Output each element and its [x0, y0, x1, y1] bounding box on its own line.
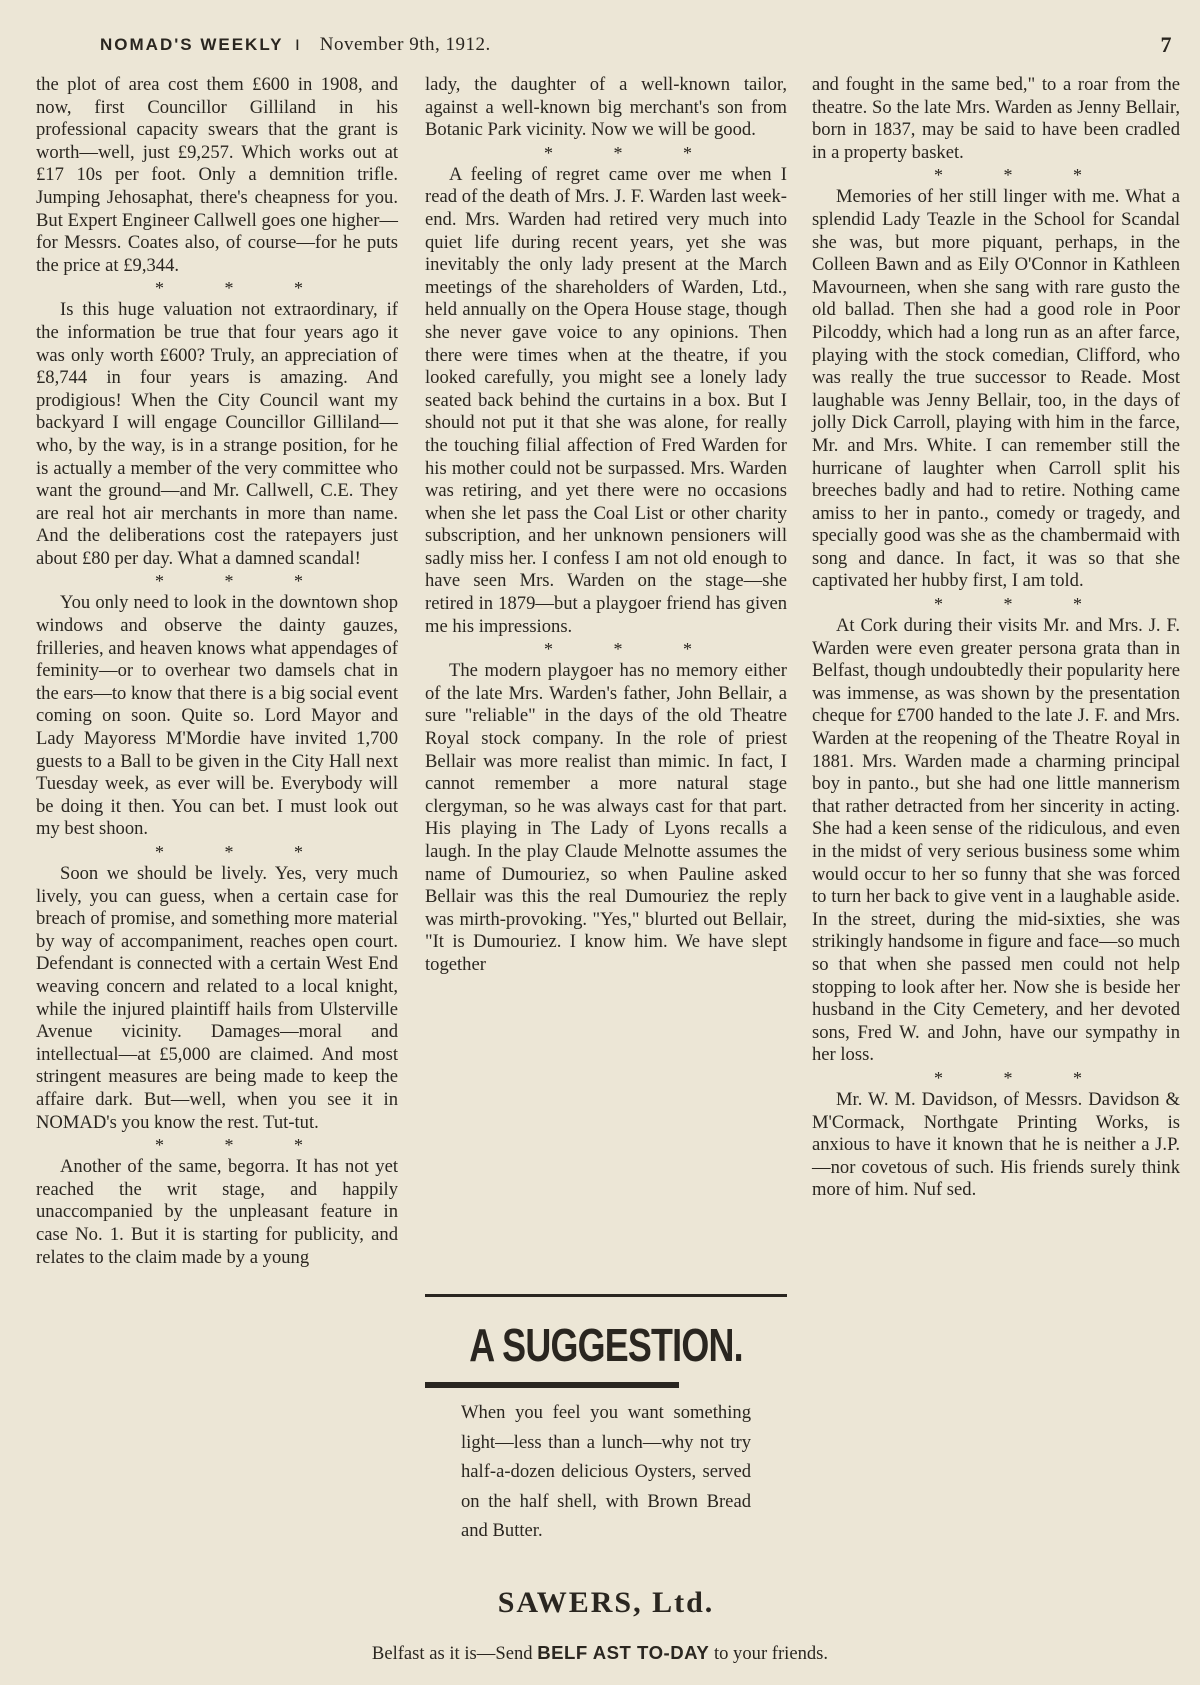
section-divider: * * *	[544, 142, 720, 163]
article-paragraph: the plot of area cost them £600 in 1908, and now, first Councillor Gilliland in his professional capacity swears that the grant is worth—well, just £9,257. Which works out at £17 10s per foot. Only a demnition trifle. Jumping Jehosaphat, there's cheapness for you. But Expert Engineer Callwell goes one higher—for Messrs. Coates also, of course—for he puts the price at £9,344.	[36, 74, 398, 276]
article-paragraph: A feeling of regret came over me when I read of the death of Mrs. J. F. Warden last week-end. Mrs. Warden had retired very much into quiet life during recent years, yet she was inevitably the only lady present at the March meetings of the shareholders of Warden, Ltd., held annually on the Opera House stage, though she never gave voice to any opinions. Then there were times when at the theatre, if you looked carefully, you might see a lonely lady seated back behind the curtains in a box. But I should not put it that she was alone, for really the touching filial affection of Fred Warden for his mother could not be surpassed. Mrs. Warden was retiring, and yet there were no occasions when she let pass the Coal List or other charity subscription, and her unknown pensioners will sadly miss her. I confess I am not old enough to have seen Mrs. Warden on the stage—she retired in 1879—but a playgoer friend has given me his impressions.	[425, 163, 787, 637]
issue-date: November 9th, 1912.	[319, 34, 491, 55]
section-divider: * * *	[934, 1067, 1110, 1088]
footer-title: BELF AST TO-DAY	[537, 1642, 710, 1663]
footer-suffix: to your friends.	[709, 1643, 829, 1664]
ad-heading-rule	[425, 1382, 679, 1388]
article-paragraph: Soon we should be lively. Yes, very much lively, you can guess, when a certain case for breach of promise, and something more material by way of accompaniment, reaches open court. Defendant is connected with a certain West End weaving concern and related to a local knight, while the injured plaintiff hails from Ulsterville Avenue vicinity. Damages—moral and intellectual—at £5,000 are claimed. And most stringent measures are being made to keep the affaire dark. But—well, when you see it in NOMAD's you know the rest. Tut-tut.	[36, 863, 398, 1133]
column-2	[425, 74, 787, 977]
page-footer	[0, 1642, 1200, 1665]
paper-name: NOMAD'S WEEKLY	[100, 35, 284, 54]
section-divider: * * *	[544, 639, 720, 660]
section-divider: * * *	[934, 594, 1110, 615]
article-paragraph: lady, the daughter of a well-known tailor, against a well-known big merchant's son from Botanic Park vicinity. Now we will be good.	[425, 74, 787, 141]
masthead	[100, 34, 1172, 58]
section-divider: * * *	[155, 1135, 331, 1156]
sawers-advertisement	[425, 1290, 787, 1620]
masthead-separator: ı	[294, 34, 301, 55]
ad-heading: A SUGGESTION.	[469, 1319, 743, 1371]
section-divider: * * *	[155, 842, 331, 862]
article-paragraph: Is this huge valuation not extraordinary, if the information be true that four years ago it was only worth £600? Truly, an appreciation of £8,744 in four years is amazing. And prodigious! When the City Council want my backyard I will engage Councillor Gilliland—who, by the way, is in a strange position, for he is actually a member of the very committee who want the ground—and Mr. Callwell, C.E. They are real hot air merchants in more than name. And the deliberations cost the ratepayers just about £80 per day. What a damned scandal!	[36, 299, 398, 569]
section-divider: * * *	[155, 571, 331, 592]
article-paragraph: Another of the same, begorra. It has not yet reached the writ stage, and happily unaccompanied by the unpleasant feature in case No. 1. But it is starting for publicity, and relates to the claim made by a young	[36, 1156, 398, 1268]
section-divider: * * *	[155, 278, 331, 299]
article-paragraph: The modern playgoer has no memory either of the late Mrs. Warden's father, John Bellair, a sure "reliable" in the days of the old Theatre Royal stock company. In the role of priest Bellair was more realist than mimic. In fact, I cannot remember a more natural stage clergyman, so he was always cast for that part. His playing in The Lady of Lyons recalls a laugh. In the play Claude Melnotte assumes the name of Dumouriez, so when Pauline asked Bellair was this the real Dumouriez the reply was mirth-provoking. "Yes," blurted out Bellair, "It is Dumouriez. I know him. We have slept together	[425, 660, 787, 975]
article-paragraph: At Cork during their visits Mr. and Mrs. J. F. Warden were even greater persona grata than in Belfast, though undoubtedly their popularity here was immense, as was shown by the presentation cheque for £700 handed to the late J. F. and Mrs. Warden at the reopening of the Theatre Royal in 1881. Mrs. Warden made a charming principal boy in panto., but she had one little mannerism that rather detracted from her sincerity in acting. She had a keen sense of the ridiculous, and even in the midst of very serious business some whim would occur to her so funny that she was forced to turn her back to give vent in a laughable aside. In the street, during the mid-sixties, she was strikingly handsome in figure and face—so much so that when she passed men could not help stopping to look after her. Now she is beside her husband in the City Cemetery, and her devoted sons, Fred W. and John, have our sympathy in her loss.	[812, 615, 1180, 1066]
column-1	[36, 74, 398, 1269]
ad-top-rule	[425, 1294, 787, 1297]
column-3	[812, 74, 1180, 1202]
section-divider: * * *	[934, 165, 1110, 186]
footer-prefix: Belfast as it is—Send	[371, 1643, 538, 1664]
article-paragraph: You only need to look in the downtown shop windows and observe the dainty gauzes, frilleries, and heaven knows what appendages of feminity—or to overhear two damsels chat in the ears—to know that there is a big social event coming on soon. Quite so. Lord Mayor and Lady Mayoress M'Mordie have invited 1,700 guests to a Ball to be given in the City Hall next Tuesday week, as ever will be. Everybody will be doing it then. You can bet. I must look out my best shoon.	[36, 592, 398, 840]
article-paragraph: and fought in the same bed," to a roar from the theatre. So the late Mrs. Warden as Jenny Bellair, born in 1837, may be said to have been cradled in a property basket.	[812, 74, 1180, 163]
ad-brand: SAWERS, Ltd.	[497, 1586, 715, 1619]
article-paragraph: Memories of her still linger with me. What a splendid Lady Teazle in the School for Scandal she was, but more piquant, perhaps, in the Colleen Bawn and as Eily O'Connor in Kathleen Mavourneen, when she sang with rare gusto the old ballad. Then she had a good role in Poor Pilcoddy, which had a long run as an after farce, playing with the stock comedian, Clifford, who was really the true successor to Reade. Most laughable was Jenny Bellair, too, in the days of jolly Dick Carroll, playing with him in the farce, Mr. and Mrs. White. I can remember still the hurricane of laughter when Carroll split his breeches badly and had to retire. Nothing came amiss to her in panto., comedy or tragedy, and specially good was she as the chambermaid with song and dance. In fact, it was so that she captivated her hubby first, I am told.	[812, 186, 1180, 592]
article-paragraph: Mr. W. M. Davidson, of Messrs. Davidson & M'Cormack, Northgate Printing Works, is anxious to have it known that he is neither a J.P.—nor covetous of such. His friends surely think more of him. Nuf sed.	[812, 1088, 1180, 1201]
page-number: 7	[1160, 32, 1172, 57]
ad-body: When you feel you want something light—less than a lunch—why not try half-a-dozen delicious Oysters, served on the half shell, with Brown Bread and Butter.	[461, 1402, 751, 1542]
